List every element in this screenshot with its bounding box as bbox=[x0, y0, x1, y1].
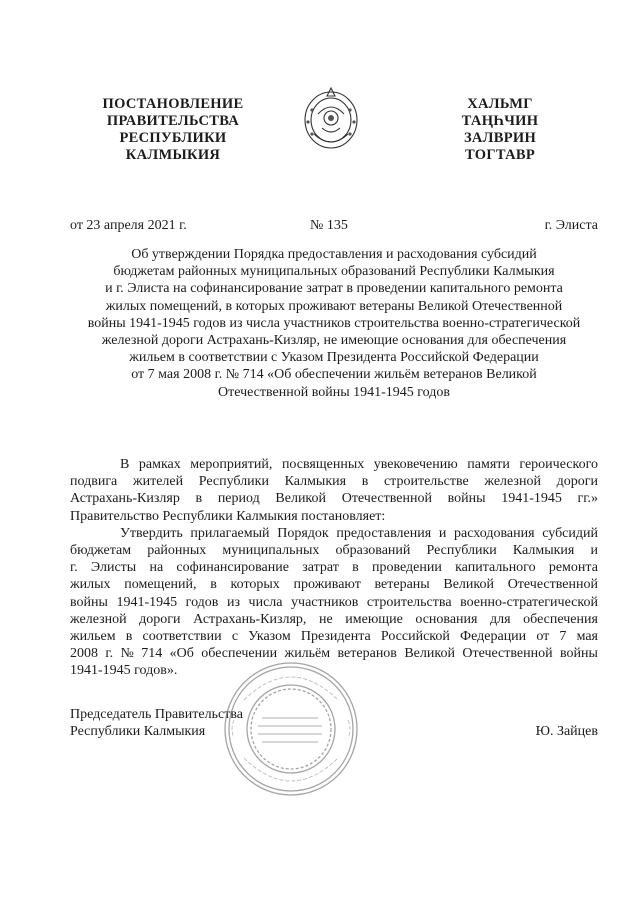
title-line: войны 1941-1945 годов из числа участников строительства военно-стратегической bbox=[87, 315, 581, 331]
word: Калмыкия bbox=[512, 543, 575, 559]
body-line bbox=[70, 456, 598, 473]
word: Элисты bbox=[90, 560, 137, 576]
word: железной bbox=[70, 611, 127, 627]
official-round-stamp-icon bbox=[222, 660, 360, 798]
word: Республики bbox=[426, 543, 497, 559]
body-line bbox=[70, 594, 598, 611]
word: с bbox=[231, 629, 239, 645]
word: № bbox=[120, 646, 134, 662]
paragraph-preamble bbox=[70, 456, 598, 525]
title-line: жилых помещений, в которых проживают ветераны Великой Отечественной bbox=[105, 298, 563, 314]
header-left-line: РЕСПУБЛИКИ bbox=[119, 130, 227, 146]
paragraph-resolution bbox=[70, 525, 598, 680]
word: помещений, bbox=[124, 577, 197, 593]
word: прилагаемый bbox=[190, 525, 270, 541]
body-line bbox=[70, 525, 598, 542]
word: Российской bbox=[380, 629, 450, 645]
word: жильем bbox=[70, 629, 116, 645]
word: имеющие bbox=[345, 611, 403, 627]
word: Астрахань-Кизляр, bbox=[193, 611, 307, 627]
body-line bbox=[70, 490, 598, 507]
title-line: от 7 мая 2008 г. № 714 «Об обеспечении жильём ветеранов Великой bbox=[131, 367, 537, 383]
word: строительства bbox=[366, 594, 452, 610]
word: военно-стратегической bbox=[460, 594, 598, 610]
word: Республики bbox=[198, 474, 269, 490]
word: дороги bbox=[139, 611, 181, 627]
word: бюджетам bbox=[70, 543, 132, 559]
word: «Об bbox=[169, 646, 194, 662]
header-right-line: ТОГТАВР bbox=[464, 147, 536, 163]
word: жилых bbox=[70, 577, 111, 593]
word: Великой bbox=[443, 577, 494, 593]
document-body bbox=[70, 456, 598, 680]
word: затрат bbox=[302, 560, 339, 576]
title-line: и г. Элиста на софинансирование затрат в проведении капитального ремонта bbox=[105, 281, 563, 297]
word: обеспечения bbox=[523, 611, 598, 627]
header-left-line: КАЛМЫКИЯ bbox=[125, 147, 221, 163]
word: 7 bbox=[559, 629, 567, 645]
document-title bbox=[70, 246, 598, 401]
word: войны bbox=[447, 491, 486, 507]
signer-name: Ю. Зайцев bbox=[535, 724, 598, 739]
word: увековечению bbox=[373, 457, 458, 472]
word: которых bbox=[230, 577, 280, 593]
word: 1941-1945 bbox=[116, 594, 178, 610]
word: в bbox=[125, 629, 133, 645]
body-line bbox=[70, 473, 598, 490]
word: памяти bbox=[467, 457, 510, 472]
document-city: г. Элиста bbox=[544, 218, 598, 233]
title-line: Отечественной войны 1941-1945 годов bbox=[217, 384, 451, 400]
word: В bbox=[120, 457, 130, 472]
title-line: Об утверждении Порядка предоставления и расходования субсидий bbox=[131, 247, 537, 262]
word: Указом bbox=[248, 629, 291, 645]
document-date: от 23 апреля 2021 г. bbox=[70, 218, 187, 233]
word: в bbox=[210, 577, 217, 593]
word: Великой bbox=[275, 491, 327, 507]
header-right-line: ХАЛЬМГ bbox=[467, 96, 533, 112]
word: числа bbox=[248, 594, 283, 610]
body-line: 1941-1945 годов». bbox=[70, 663, 178, 679]
header-left-line: ПОСТАНОВЛЕНИЕ bbox=[102, 96, 244, 112]
word: героического bbox=[519, 457, 598, 472]
word: на bbox=[149, 560, 164, 576]
word: районных bbox=[147, 543, 207, 559]
word: проведении bbox=[371, 560, 442, 576]
signer-title-line: Председатель Правительства bbox=[70, 707, 243, 722]
word: 714 bbox=[141, 646, 163, 662]
header-right-line: ТАҢҺЧИН bbox=[461, 113, 539, 129]
word: 1941-1945 bbox=[501, 491, 562, 507]
word: ветераны bbox=[374, 577, 430, 593]
body-line bbox=[70, 611, 598, 628]
word: Порядок bbox=[277, 525, 329, 541]
word: обеспечении bbox=[201, 646, 278, 662]
word: Утвердить bbox=[120, 525, 183, 541]
word: муниципальных bbox=[222, 543, 320, 559]
word: образований bbox=[335, 543, 411, 559]
header-left-line: ПРАВИТЕЛЬСТВА bbox=[106, 113, 240, 129]
word: и bbox=[438, 525, 447, 541]
header-right-line: ЗАЛВРИН bbox=[463, 130, 537, 146]
word: Отечественной bbox=[462, 646, 553, 662]
word: для bbox=[490, 611, 511, 627]
word: железной bbox=[484, 474, 541, 490]
document-meta bbox=[70, 218, 598, 236]
word: проживают bbox=[293, 577, 361, 593]
word: мероприятий, bbox=[190, 457, 273, 472]
title-line: железной дороги Астрахань-Кизляр, не имеющие основания для обеспечения bbox=[101, 333, 567, 349]
word: в bbox=[361, 474, 369, 490]
body-line bbox=[70, 576, 598, 593]
word: предоставления bbox=[336, 525, 432, 541]
word: соответствии bbox=[142, 629, 222, 645]
word: Астрахань-Кизляр bbox=[70, 491, 180, 507]
word: Отечественной bbox=[341, 491, 432, 507]
word: Калмыкия bbox=[284, 474, 347, 490]
word: капитального bbox=[455, 560, 536, 576]
body-line bbox=[70, 559, 598, 576]
word: г. bbox=[105, 646, 114, 662]
word: подвига bbox=[70, 474, 118, 490]
word: дороги bbox=[556, 474, 598, 490]
word: годов bbox=[185, 594, 219, 610]
word: Отечественной bbox=[507, 577, 598, 593]
word: от bbox=[536, 629, 550, 645]
signer-title-line: Республики Калмыкия bbox=[70, 724, 206, 740]
word: рамках bbox=[138, 457, 181, 472]
kalmykia-coat-of-arms-icon bbox=[300, 84, 362, 154]
word: ремонта bbox=[548, 560, 598, 576]
word: 2008 bbox=[70, 646, 98, 662]
word: строительстве bbox=[383, 474, 469, 490]
word: в bbox=[352, 560, 359, 576]
header-right-title bbox=[440, 96, 560, 164]
title-line: жильем в соответствии с Указом Президента Российской Федерации bbox=[129, 350, 539, 366]
word: не bbox=[318, 611, 333, 627]
word: Великой bbox=[404, 646, 455, 662]
word: жителей bbox=[132, 474, 184, 490]
header-left-title bbox=[88, 96, 258, 164]
document-number: № 135 bbox=[310, 218, 348, 233]
body-line bbox=[70, 628, 598, 645]
word: участников bbox=[291, 594, 359, 610]
word: жильём bbox=[284, 646, 331, 662]
word: посвященных bbox=[281, 457, 365, 472]
word: мая bbox=[576, 629, 598, 645]
word: гг.» bbox=[577, 491, 598, 507]
body-line bbox=[70, 542, 598, 559]
word: основания bbox=[415, 611, 478, 627]
word: Федерации bbox=[460, 629, 527, 645]
word: г. bbox=[70, 560, 78, 576]
word: и bbox=[590, 543, 598, 559]
title-line: бюджетам районных муниципальных образований Республики Калмыкия bbox=[113, 264, 555, 280]
body-line: Правительство Республики Калмыкия постановляет: bbox=[70, 508, 386, 524]
word: из bbox=[226, 594, 240, 610]
word: софинансирование bbox=[176, 560, 289, 576]
word: войны bbox=[70, 594, 108, 610]
word: в bbox=[195, 491, 203, 507]
word: ветеранов bbox=[337, 646, 397, 662]
word: Президента bbox=[300, 629, 371, 645]
word: период bbox=[217, 491, 260, 507]
word: войны bbox=[560, 646, 598, 662]
word: субсидий bbox=[542, 525, 598, 541]
word: расходования bbox=[454, 525, 535, 541]
